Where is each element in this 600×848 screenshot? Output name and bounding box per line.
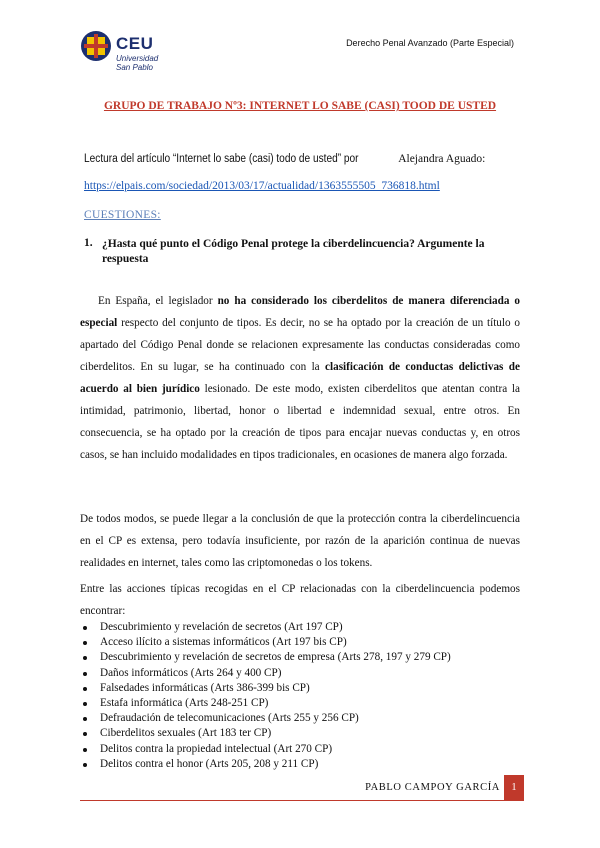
p3-text: Entre las acciones típicas recogidas en el CP relacionadas con la ciberdelincuencia podemos encontrar: <box>80 583 520 617</box>
p1-bold-2: clasificación de conductas delictivas de acuerdo al bien jurídico <box>80 361 520 395</box>
list-item: Defraudación de telecomunicaciones (Arts 255 y 256 CP) <box>80 711 451 726</box>
answer-paragraph-3 <box>80 578 520 622</box>
logo-name: CEU <box>116 34 154 53</box>
crime-list <box>80 620 451 772</box>
page-number: 1 <box>504 775 524 801</box>
question-text: ¿Hasta qué punto el Código Penal protege la ciberdelincuencia? Argumente la respuesta <box>102 238 485 265</box>
article-link[interactable]: https://elpais.com/sociedad/2013/03/17/actualidad/1363555505_736818.html <box>84 180 440 192</box>
p1-part-e: lesionado. De este modo, existen ciberdelitos que atentan contra la intimidad, patrimonio, libertad, honor o libertad e indemnidad sexual, entre otros. En consecuencia, se ha optado por la creación de tipos para encajar nuevas conductas y, en otros casos, se han incluido modalidades en tipos tradicionales, en ocasiones de manera algo forzada. <box>80 383 520 461</box>
list-item: Falsedades informáticas (Arts 386-399 bis CP) <box>80 681 451 696</box>
list-item: Delitos contra el honor (Arts 205, 208 y 211 CP) <box>80 757 451 772</box>
answer-paragraph-1 <box>80 290 520 466</box>
logo-subtitle <box>116 54 158 72</box>
footer-author: PABLO CAMPOY GARCÍA <box>365 782 500 793</box>
question-number: 1. <box>84 237 93 249</box>
list-item: Delitos contra la propiedad intelectual (Art 270 CP) <box>80 742 451 757</box>
list-item: Acceso ilícito a sistemas informáticos (Art 197 bis CP) <box>80 635 451 650</box>
reading-reference <box>84 153 485 165</box>
course-header: Derecho Penal Avanzado (Parte Especial) <box>346 38 514 48</box>
document-title: GRUPO DE TRABAJO Nº3: INTERNET LO SABE (CASI) TOOD DE USTED <box>103 100 497 112</box>
list-item: Ciberdelitos sexuales (Art 183 ter CP) <box>80 726 451 741</box>
logo-subtitle-line-2: San Pablo <box>116 63 153 72</box>
p1-part-a: En España, el legislador <box>98 295 218 307</box>
reading-author: Alejandra Aguado: <box>395 153 486 165</box>
answer-paragraph-2 <box>80 508 520 574</box>
reading-prefix: Lectura del artículo “Internet lo sabe (casi) todo de usted” por <box>84 153 359 165</box>
p1-part-c: respecto del conjunto de tipos. Es decir, no se ha optado por la creación de un título o apartado del Código Penal donde se relacionen expresamente las conductas consideradas como ciberdelitos. En su lugar, se ha continuado con la <box>80 317 520 373</box>
list-item: Descubrimiento y revelación de secretos de empresa (Arts 278, 197 y 279 CP) <box>80 650 451 665</box>
list-item: Estafa informática (Arts 248-251 CP) <box>80 696 451 711</box>
p1-bold-1: no ha considerado los ciberdelitos de manera diferenciada o especial <box>80 295 520 329</box>
list-item: Daños informáticos (Arts 264 y 400 CP) <box>80 666 451 681</box>
logo-subtitle-line-1: Universidad <box>116 54 159 63</box>
section-label: CUESTIONES: <box>84 209 161 221</box>
list-item: Descubrimiento y revelación de secretos (Art 197 CP) <box>80 620 451 635</box>
p2-text: De todos modos, se puede llegar a la conclusión de que la protección contra la ciberdelincuencia en el CP es extensa, pero todavía insuficiente, por razón de la aparición continua de nuevas realidades en internet, tales como las criptomonedas o los tokens. <box>80 513 520 569</box>
footer-divider <box>80 800 524 801</box>
